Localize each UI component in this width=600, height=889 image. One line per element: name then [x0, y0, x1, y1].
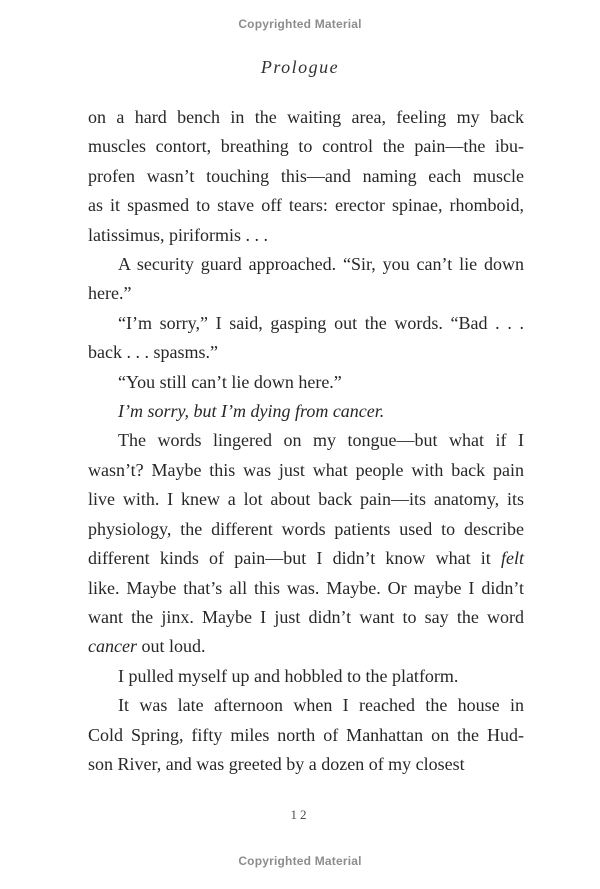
text-line: I pulled myself up and hobbled to the platform. — [118, 665, 459, 686]
text-line: “You still can’t lie down here.” — [118, 371, 342, 392]
text-line: back . . . spasms.” — [88, 342, 218, 363]
text-line: cancer out loud. — [88, 636, 206, 657]
text-line: on a hard bench in the waiting area, feeling my back — [88, 107, 524, 127]
text-line: I’m sorry, but I’m dying from cancer. — [118, 401, 385, 422]
text-line: muscles contort, breathing to control the pain—the ibu- — [88, 136, 524, 157]
text-line: live with. I knew a lot about back pain—its anatomy, its — [88, 489, 524, 510]
text-line: profen wasn’t touching this—and naming each muscle — [88, 165, 524, 186]
text-line: “I’m sorry,” I said, gasping out the words. “Bad . . . — [118, 312, 524, 333]
text-line: want the jinx. Maybe I just didn’t want to say the word — [88, 606, 524, 627]
copyright-notice-top: Copyrighted Material — [238, 17, 362, 31]
text-line: here.” — [88, 283, 132, 304]
text-line: The words lingered on my tongue—but what if I — [118, 430, 524, 451]
page-number: 12 — [290, 807, 310, 822]
body-text — [88, 103, 524, 779]
text-line: different kinds of pain—but I didn’t know what it felt — [88, 548, 524, 569]
text-line: physiology, the different words patients used to describe — [88, 518, 524, 539]
text-line: A security guard approached. “Sir, you can’t lie down — [118, 254, 524, 275]
copyright-notice-bottom: Copyrighted Material — [238, 854, 362, 868]
text-line: son River, and was greeted by a dozen of my closest — [88, 753, 465, 774]
text-line: as it spasmed to stave off tears: erector spinae, rhomboid, — [88, 195, 524, 216]
text-line: Cold Spring, fifty miles north of Manhattan on the Hud- — [88, 724, 524, 745]
text-line: It was late afternoon when I reached the house in — [118, 695, 524, 716]
text-line: like. Maybe that’s all this was. Maybe. Or maybe I didn’t — [88, 577, 524, 598]
text-line: latissimus, piriformis . . . — [88, 224, 268, 245]
text-line: wasn’t? Maybe this was just what people with back pain — [88, 459, 524, 480]
chapter-title: Prologue — [260, 57, 340, 77]
